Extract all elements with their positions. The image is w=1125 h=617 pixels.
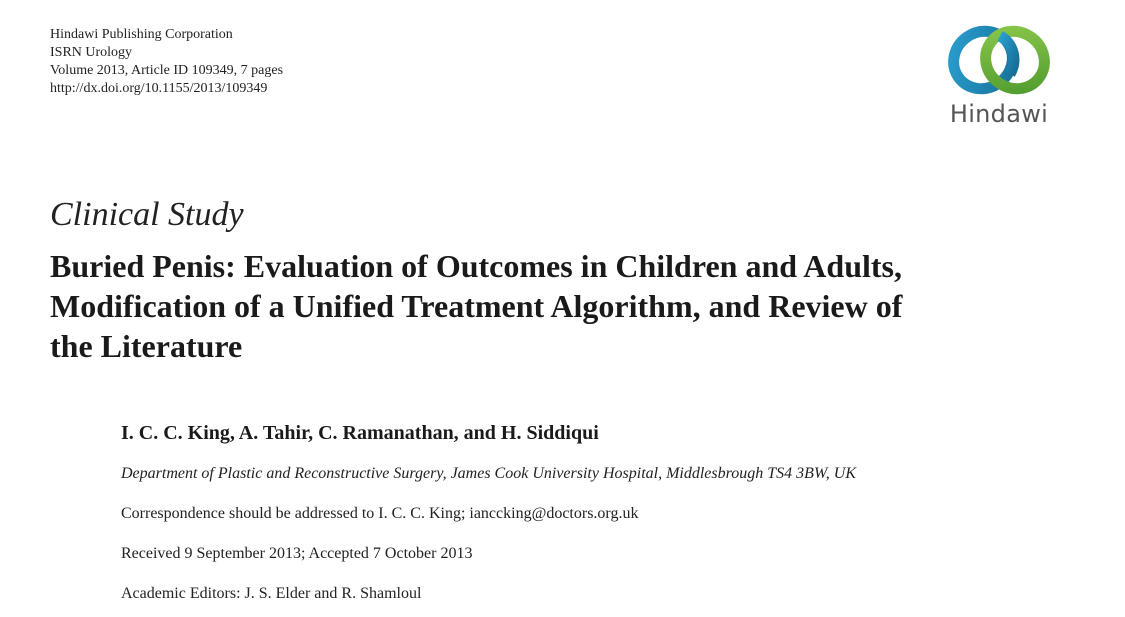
article-title bbox=[50, 246, 1050, 366]
received-dates: Received 9 September 2013; Accepted 7 October 2013 bbox=[121, 545, 473, 562]
journal-name: ISRN Urology bbox=[50, 45, 133, 60]
volume-info: Volume 2013, Article ID 109349, 7 pages bbox=[50, 63, 284, 78]
academic-editors: Academic Editors: J. S. Elder and R. Shamloul bbox=[121, 585, 422, 602]
journal-header bbox=[50, 26, 283, 98]
article-type: Clinical Study bbox=[50, 196, 244, 233]
hindawi-logo bbox=[940, 22, 1058, 132]
title-line-2: Modification of a Unified Treatment Algorithm, and Review of bbox=[50, 288, 903, 324]
hindawi-logo-icon bbox=[940, 22, 1058, 100]
correspondence: Correspondence should be addressed to I. C. C. King; ianccking@doctors.org.uk bbox=[121, 505, 639, 522]
hindawi-logo-text: Hindawi bbox=[949, 100, 1049, 128]
author-list: I. C. C. King, A. Tahir, C. Ramanathan, and H. Siddiqui bbox=[121, 422, 599, 444]
doi-link[interactable]: http://dx.doi.org/10.1155/2013/109349 bbox=[50, 81, 268, 96]
publisher-name: Hindawi Publishing Corporation bbox=[50, 27, 233, 42]
affiliation: Department of Plastic and Reconstructive Surgery, James Cook University Hospital, Middlesbrough TS4 3BW, UK bbox=[121, 465, 857, 482]
title-line-1: Buried Penis: Evaluation of Outcomes in Children and Adults, bbox=[50, 248, 902, 284]
title-line-3: the Literature bbox=[50, 328, 243, 364]
